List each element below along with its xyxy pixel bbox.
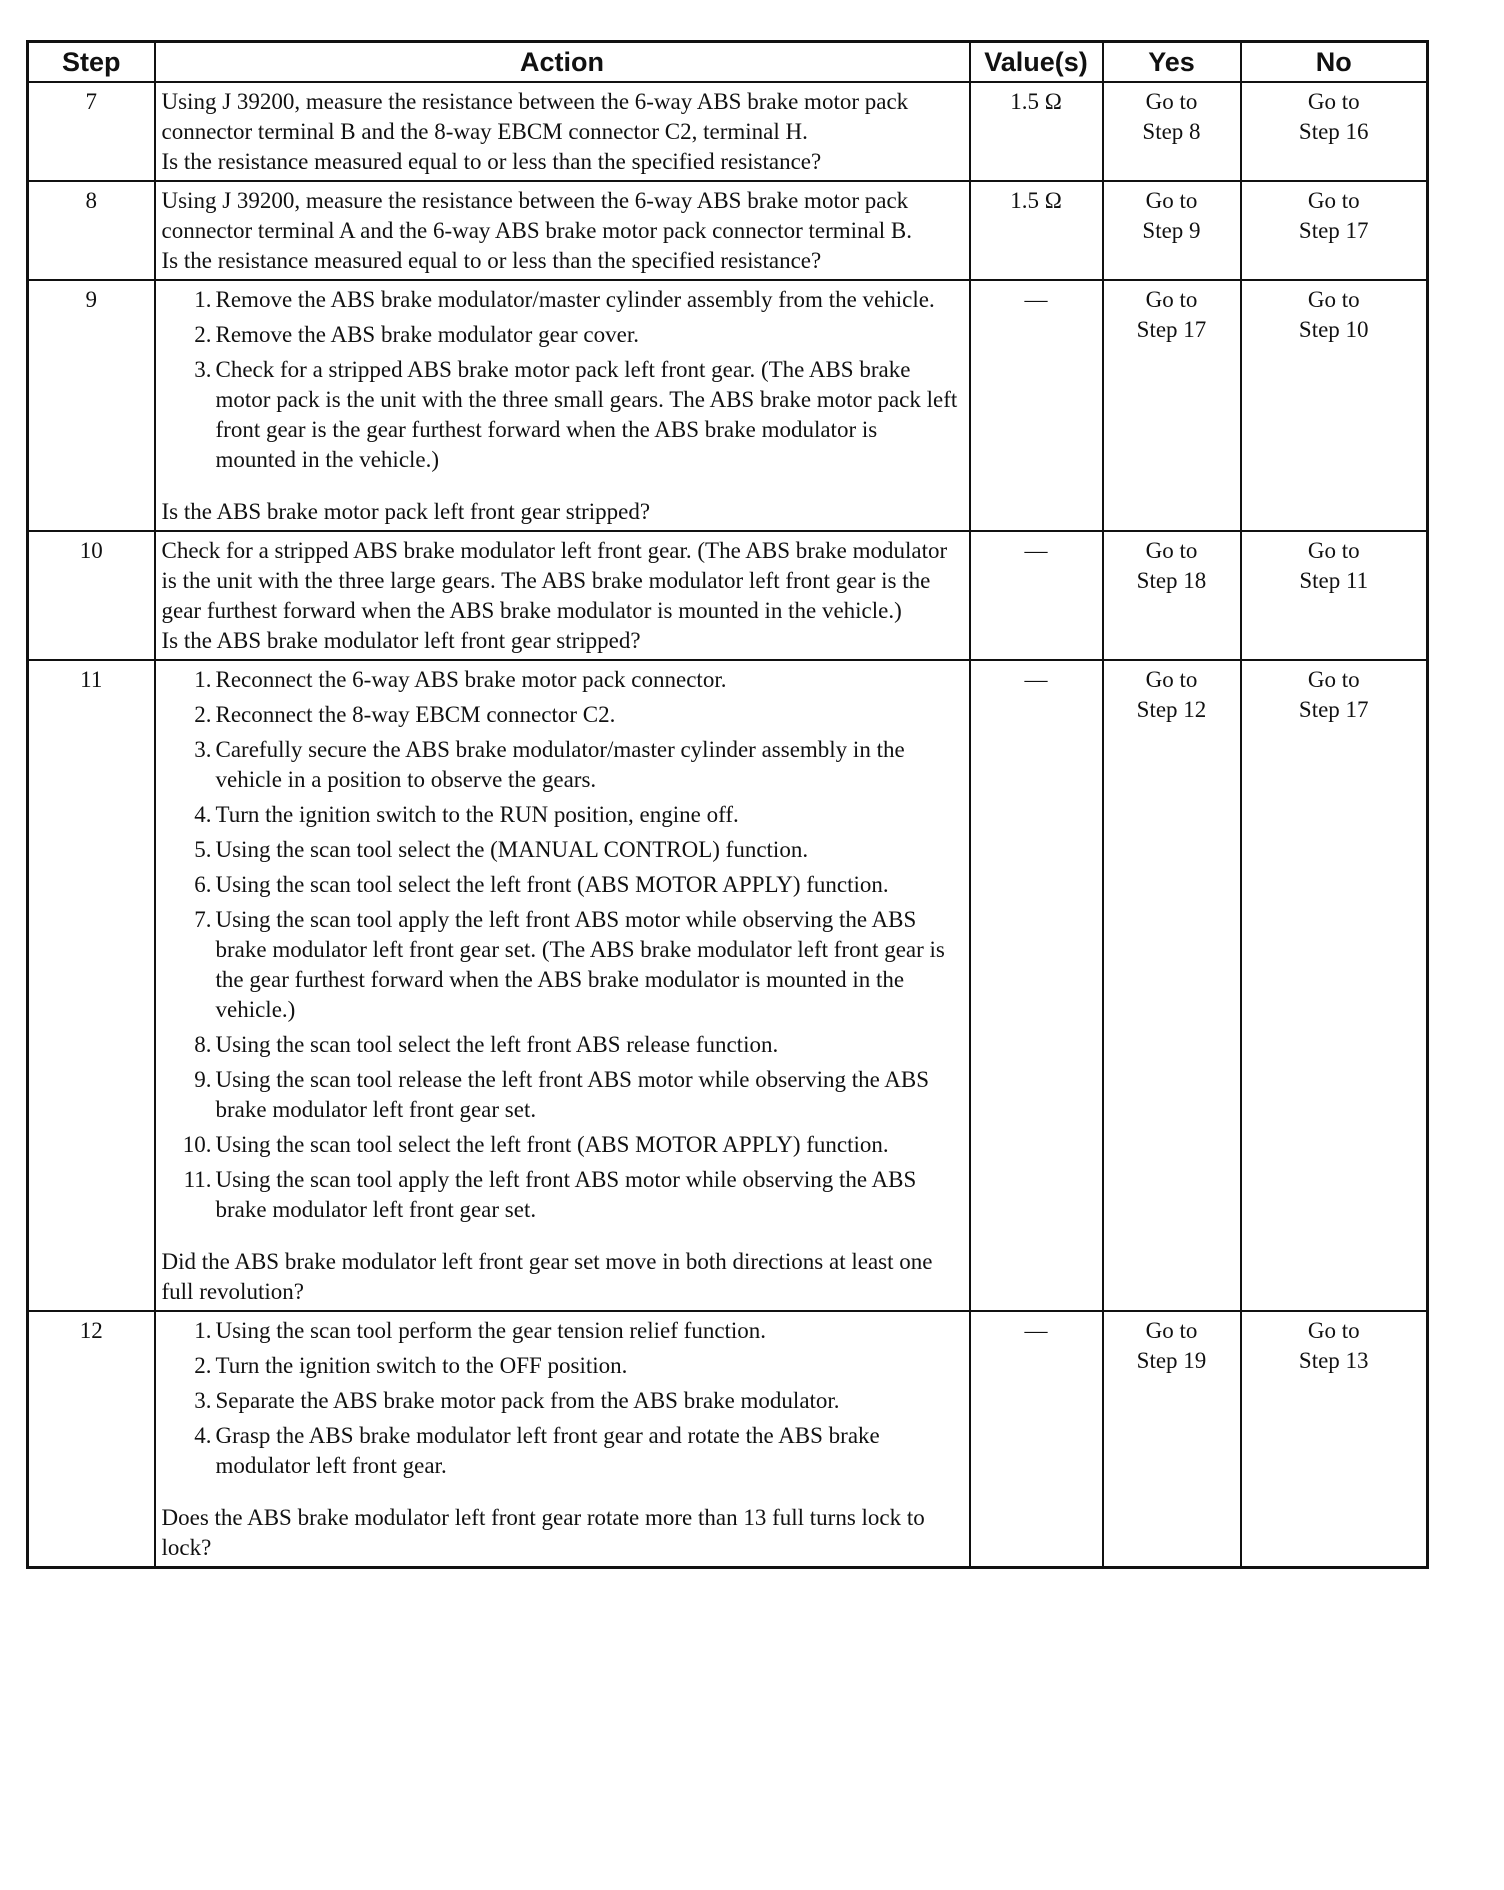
substep-item [162,665,963,695]
yes-result [1103,1311,1241,1568]
no-column-header: No [1241,42,1428,83]
no-result-line: Step 13 [1298,1348,1369,1373]
substep-number: 2. [194,1353,212,1378]
yes-result [1103,280,1241,531]
substep-text: Turn the ignition switch to the OFF position. [215,1353,628,1378]
substep-text: Separate the ABS brake motor pack from the ABS brake modulator. [215,1388,840,1413]
yes-column-header: Yes [1103,42,1241,83]
step-number: 8 [28,181,155,280]
substep-text: Check for a stripped ABS brake motor pack left front gear. (The ABS brake motor pack is the unit with the three small gears. The ABS brake motor pack left front gear is the gear furthest forward when the ABS brake modulator is mounted in the vehicle.) [215,357,958,472]
substep-item [162,1421,963,1481]
value-column-header: Value(s) [970,42,1103,83]
question-text: Is the resistance measured equal to or less than the specified resistance? [161,149,822,174]
substep-item [162,800,963,830]
yes-result [1103,82,1241,181]
yes-result-line: Step 9 [1142,218,1201,243]
specified-value: — [970,531,1103,660]
yes-result-line: Go to [1145,538,1198,563]
no-result-line: Go to [1307,287,1360,312]
substep-text: Using the scan tool select the (MANUAL CONTROL) function. [215,837,809,862]
substep-text: Carefully secure the ABS brake modulator/master cylinder assembly in the vehicle in a position to observe the gears. [215,737,905,792]
yes-result [1103,181,1241,280]
yes-result-line: Step 18 [1136,568,1207,593]
no-result [1241,1311,1428,1568]
table-row [28,1311,1428,1568]
step-number: 9 [28,280,155,531]
substep-number: 9. [194,1067,212,1092]
substep-item [162,1351,963,1381]
yes-result-line: Go to [1145,287,1198,312]
substep-number: 7. [194,907,212,932]
substep-list [162,285,963,475]
yes-result-line: Go to [1145,667,1198,692]
action-cell [155,181,970,280]
substep-item [162,1386,963,1416]
header-row [28,42,1428,83]
no-result-line: Go to [1307,538,1360,563]
yes-result-line: Step 12 [1136,697,1207,722]
substep-item [162,870,963,900]
substep-number: 3. [194,357,212,382]
substep-text: Remove the ABS brake modulator/master cylinder assembly from the vehicle. [215,287,935,312]
table-row [28,660,1428,1311]
substep-number: 1. [194,1318,212,1343]
substep-item [162,285,963,315]
table-row [28,531,1428,660]
no-result-line: Step 17 [1298,697,1369,722]
substep-item [162,1165,963,1225]
no-result-line: Go to [1307,1318,1360,1343]
no-result-line: Go to [1307,188,1360,213]
action-cell [155,82,970,181]
substep-text: Using the scan tool perform the gear tension relief function. [215,1318,767,1343]
specified-value: 1.5 Ω [970,82,1103,181]
question-text: Is the resistance measured equal to or less than the specified resistance? [161,248,822,273]
substep-number: 4. [194,1423,212,1448]
substep-number: 5. [194,837,212,862]
table-row [28,82,1428,181]
substep-item [162,905,963,1025]
substep-number: 10. [182,1132,212,1157]
no-result-line: Step 11 [1299,568,1369,593]
substep-number: 1. [194,287,212,312]
no-result [1241,82,1428,181]
substep-text: Using the scan tool select the left front ABS release function. [215,1032,779,1057]
substep-text: Using the scan tool apply the left front ABS motor while observing the ABS brake modulator left front gear set. [215,1167,917,1222]
substep-number: 1. [194,667,212,692]
action-cell [155,1311,970,1568]
no-result [1241,181,1428,280]
step-number: 12 [28,1311,155,1568]
no-result-line: Step 17 [1298,218,1369,243]
substep-text: Reconnect the 8-way EBCM connector C2. [215,702,616,727]
substep-item [162,735,963,795]
substep-item [162,700,963,730]
yes-result-line: Go to [1145,89,1198,114]
substep-number: 3. [194,1388,212,1413]
no-result-line: Step 16 [1298,119,1369,144]
question-text: Did the ABS brake modulator left front gear set move in both directions at least one full revolution? [161,1249,933,1304]
specified-value: — [970,280,1103,531]
yes-result-line: Step 8 [1142,119,1201,144]
no-result [1241,280,1428,531]
specified-value: — [970,660,1103,1311]
substep-item [162,355,963,475]
substep-number: 3. [194,737,212,762]
question-text: Is the ABS brake motor pack left front gear stripped? [161,499,651,524]
no-result [1241,660,1428,1311]
diagnostic-table-page [26,40,1426,1569]
action-column-header: Action [155,42,970,83]
yes-result-line: Step 17 [1136,317,1207,342]
action-text: Using J 39200, measure the resistance between the 6-way ABS brake motor pack connector terminal B and the 8-way EBCM connector C2, terminal H. [161,89,909,144]
action-cell [155,660,970,1311]
substep-list [162,1316,963,1481]
substep-text: Reconnect the 6-way ABS brake motor pack connector. [215,667,727,692]
substep-text: Grasp the ABS brake modulator left front gear and rotate the ABS brake modulator left front gear. [215,1423,880,1478]
table-row [28,280,1428,531]
substep-text: Turn the ignition switch to the RUN position, engine off. [215,802,739,827]
no-result-line: Go to [1307,667,1360,692]
substep-number: 2. [194,702,212,727]
action-cell [155,280,970,531]
diagnostic-table [26,40,1429,1569]
specified-value: — [970,1311,1103,1568]
step-number: 11 [28,660,155,1311]
substep-item [162,320,963,350]
no-result-line: Step 10 [1298,317,1369,342]
substep-item [162,1316,963,1346]
specified-value: 1.5 Ω [970,181,1103,280]
substep-text: Using the scan tool apply the left front ABS motor while observing the ABS brake modulator left front gear set. (The ABS brake modulator left front gear is the gear furthest forward when the ABS brake modulator is mounted in the vehicle.) [215,907,945,1022]
step-number: 10 [28,531,155,660]
substep-item [162,1030,963,1060]
substep-list [162,665,963,1225]
action-text: Using J 39200, measure the resistance between the 6-way ABS brake motor pack connector terminal A and the 6-way ABS brake motor pack connector terminal B. [161,188,912,243]
no-result-line: Go to [1307,89,1360,114]
question-text: Is the ABS brake modulator left front gear stripped? [161,628,641,653]
substep-item [162,1065,963,1125]
yes-result-line: Step 19 [1136,1348,1207,1373]
substep-text: Using the scan tool select the left front (ABS MOTOR APPLY) function. [215,872,889,897]
no-result [1241,531,1428,660]
yes-result [1103,660,1241,1311]
question-text: Does the ABS brake modulator left front gear rotate more than 13 full turns lock to lock? [161,1505,925,1560]
yes-result [1103,531,1241,660]
yes-result-line: Go to [1145,1318,1198,1343]
substep-text: Using the scan tool release the left front ABS motor while observing the ABS brake modulator left front gear set. [215,1067,930,1122]
substep-item [162,1130,963,1160]
step-number: 7 [28,82,155,181]
substep-text: Remove the ABS brake modulator gear cover. [215,322,639,347]
substep-number: 2. [194,322,212,347]
substep-number: 6. [194,872,212,897]
substep-text: Using the scan tool select the left front (ABS MOTOR APPLY) function. [215,1132,889,1157]
substep-number: 11. [183,1167,212,1192]
substep-item [162,835,963,865]
yes-result-line: Go to [1145,188,1198,213]
step-column-header: Step [28,42,155,83]
action-text: Check for a stripped ABS brake modulator left front gear. (The ABS brake modulator is the unit with the three large gears. The ABS brake modulator left front gear is the gear furthest forward when the ABS brake modulator is mounted in the vehicle.) [161,538,948,623]
substep-number: 8. [194,1032,212,1057]
table-row [28,181,1428,280]
action-cell [155,531,970,660]
substep-number: 4. [194,802,212,827]
